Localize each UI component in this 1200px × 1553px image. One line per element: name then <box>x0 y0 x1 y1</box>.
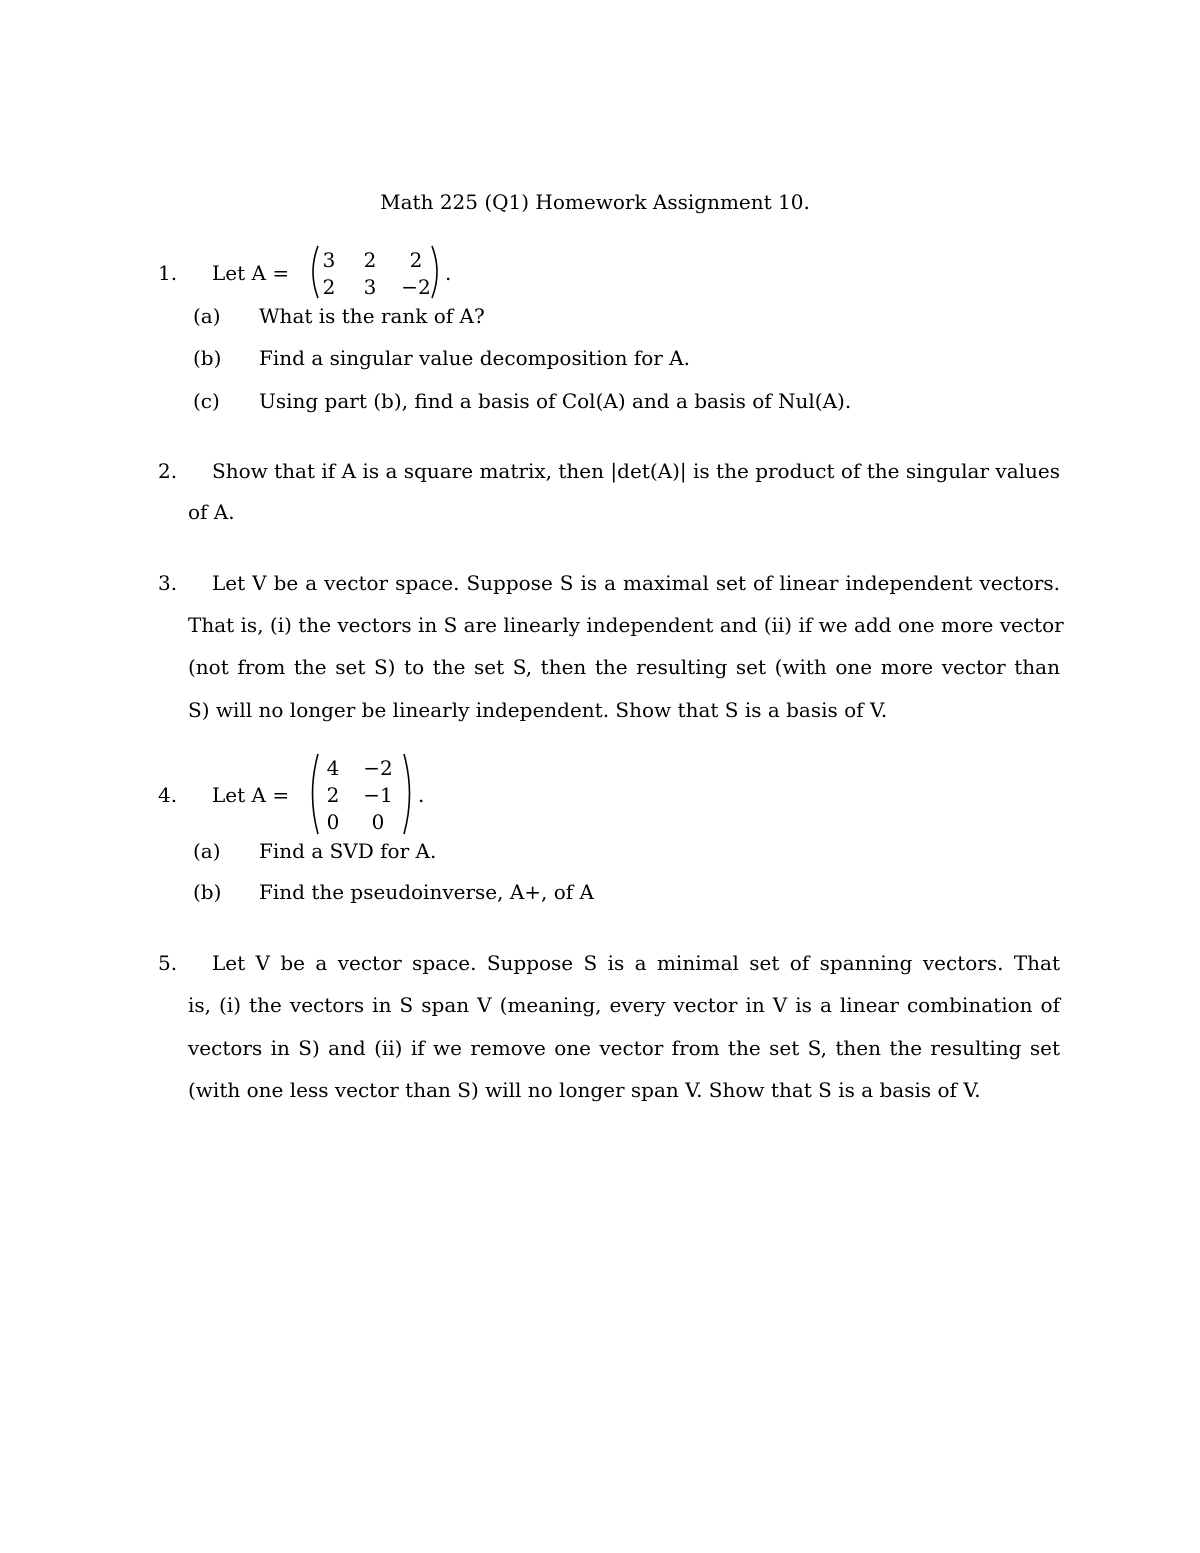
problem-3-line: S) will no longer be linearly independent. Show that S is a basis of V. <box>188 698 888 722</box>
problem-5-line: is, (i) the vectors in S span V (meaning, every vector in V is a linear combination of <box>188 993 1060 1017</box>
problem-5-line: (with one less vector than S) will no longer span V. Show that S is a basis of V. <box>188 1078 981 1102</box>
problem-4b-label: (b) <box>193 880 222 904</box>
problem-3-number: 3. <box>158 571 178 595</box>
problem-5-line: Let V be a vector space. Suppose S is a minimal set of spanning vectors. That <box>212 951 1060 975</box>
problem-4-number: 4. <box>158 783 178 807</box>
matrix-cell: −1 <box>363 783 393 807</box>
problem-1c-text: Using part (b), find a basis of Col(A) and a basis of Nul(A). <box>259 389 852 413</box>
problem-3-line: Let V be a vector space. Suppose S is a maximal set of linear independent vectors. <box>212 571 1060 595</box>
problem-1-intro: Let A = <box>212 261 290 285</box>
problem-4-matrix <box>306 752 426 836</box>
problem-1-trailing: . <box>445 261 452 285</box>
problem-5-number: 5. <box>158 951 178 975</box>
problem-2-number: 2. <box>158 459 178 483</box>
problem-1b-text: Find a singular value decomposition for A. <box>259 346 690 370</box>
matrix-cell: −2 <box>401 275 431 299</box>
problem-4a-label: (a) <box>193 839 221 863</box>
problem-5-line: vectors in S) and (ii) if we remove one vector from the set S, then the resulting set <box>188 1036 1060 1060</box>
matrix-cell: 2 <box>409 248 423 272</box>
problem-1-matrix <box>306 244 456 300</box>
problem-2-line: Show that if A is a square matrix, then |det(A)| is the product of the singular values <box>212 459 1060 483</box>
problem-2-line: of A. <box>188 500 235 524</box>
matrix-cell: 2 <box>322 275 336 299</box>
matrix-cell: 2 <box>326 783 340 807</box>
problem-1-number: 1. <box>158 261 178 285</box>
problem-1a-text: What is the rank of A? <box>259 304 485 328</box>
matrix-cell: 3 <box>363 275 377 299</box>
problem-3-line: (not from the set S) to the set S, then the resulting set (with one more vector than <box>188 655 1060 679</box>
problem-4-trailing: . <box>418 783 425 807</box>
right-paren <box>402 752 416 836</box>
problem-1b-label: (b) <box>193 346 222 370</box>
right-paren <box>430 244 444 300</box>
matrix-cell: 0 <box>326 810 340 834</box>
matrix-cell: 2 <box>363 248 377 272</box>
page-title: Math 225 (Q1) Homework Assignment 10. <box>380 190 810 214</box>
matrix-cell: −2 <box>363 756 393 780</box>
problem-4a-text: Find a SVD for A. <box>259 839 437 863</box>
matrix-cell: 4 <box>326 756 340 780</box>
problem-3-line: That is, (i) the vectors in S are linearly independent and (ii) if we add one more vector <box>188 613 1064 637</box>
problem-1c-label: (c) <box>193 389 220 413</box>
matrix-cell: 3 <box>322 248 336 272</box>
problem-1a-label: (a) <box>193 304 221 328</box>
problem-4b-text: Find the pseudoinverse, A+, of A <box>259 880 594 904</box>
problem-4-intro: Let A = <box>212 783 290 807</box>
matrix-cell: 0 <box>371 810 385 834</box>
